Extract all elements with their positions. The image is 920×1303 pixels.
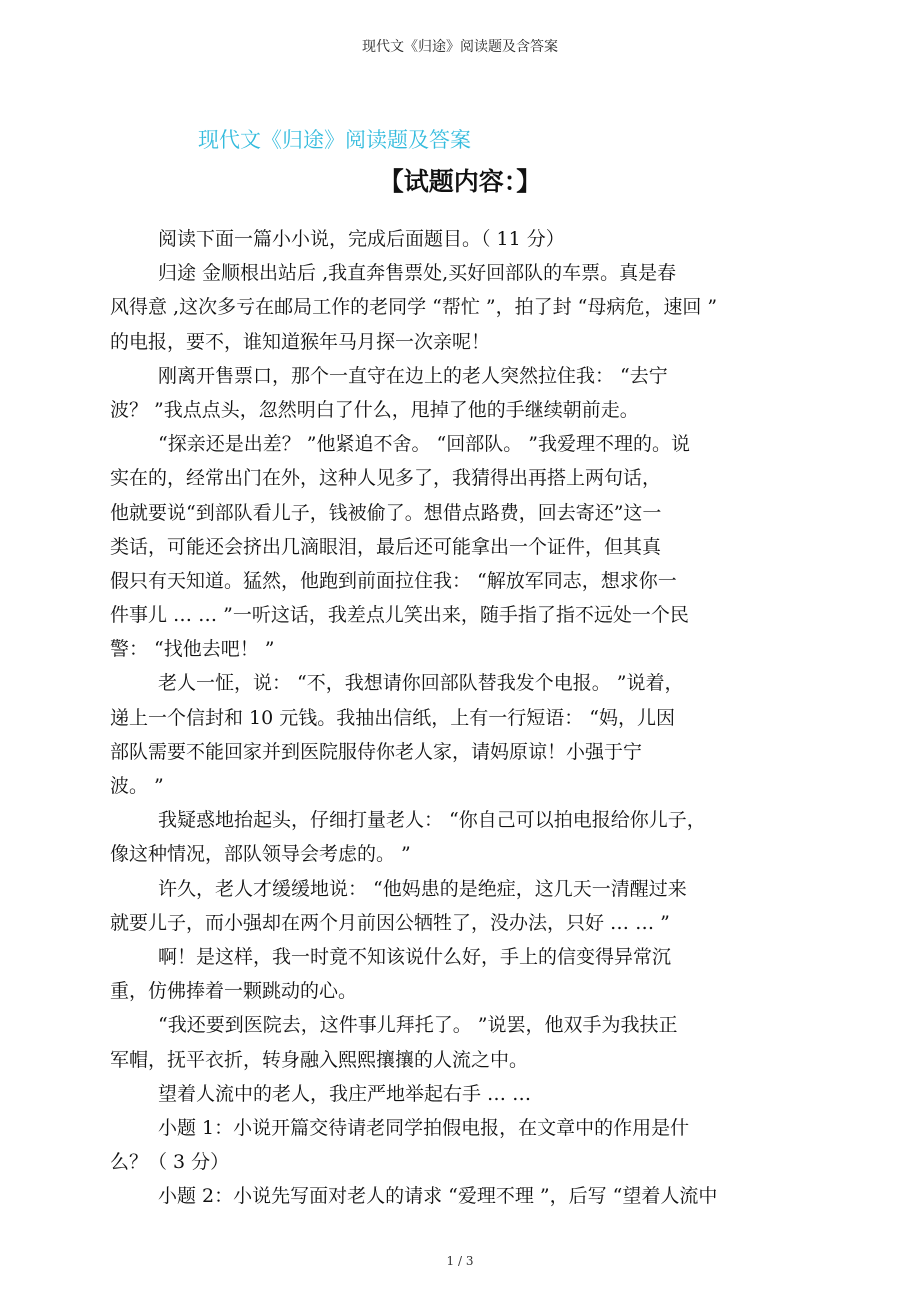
text-line: 递上一个信封和 10 元钱。我抽出信纸，上有一行短语： “妈，儿因 — [110, 706, 676, 729]
section-heading: 【试题内容：】 — [378, 167, 542, 196]
text-line: 件事儿 … … ”一听这话，我差点儿笑出来，随手指了指不远处一个民 — [110, 604, 689, 627]
document-title: 现代文《归途》阅读题及答案 — [198, 128, 471, 152]
text-line: 假只有天知道。猛然，他跑到前面拉住我： “解放军同志，想求你一 — [110, 569, 677, 592]
text-line: 军帽，抚平衣折，转身融入熙熙攘攘的人流之中。 — [110, 1048, 529, 1071]
text-line: 波。 ” — [110, 775, 164, 797]
text-line: 类话，可能还会挤出几滴眼泪，最后还可能拿出一个证件，但其真 — [110, 535, 662, 558]
page-number: 1 / 3 — [446, 1254, 474, 1268]
text-line: 的电报，要不，谁知道猴年马月探一次亲呢！ — [110, 330, 491, 353]
text-line: 望着人流中的老人，我庄严地举起右手 … … — [158, 1082, 532, 1105]
running-header: 现代文《归途》阅读题及含答案 — [362, 39, 558, 55]
text-line: 老人一怔，说： “不，我想请你回部队替我发个电报。 ”说着， — [158, 672, 684, 695]
text-line: 小题 2：小说先写面对老人的请求 “爱理不理 ”，后写 “望着人流中 — [158, 1185, 718, 1208]
text-line: 重，仿佛捧着一颗跳动的心。 — [110, 980, 358, 1003]
text-line: 许久，老人才缓缓地说： “他妈患的是绝症，这几天一清醒过来 — [158, 877, 687, 900]
text-line: 阅读下面一篇小小说，完成后面题目。（ 11 分） — [158, 228, 565, 250]
text-line: 我疑惑地抬起头，仔细打量老人： “你自己可以拍电报给你儿子， — [158, 809, 706, 832]
text-line: 警： “找他去吧！ ” — [110, 638, 275, 661]
text-line: 像这种情况，部队领导会考虑的。 ” — [110, 843, 411, 866]
text-line: 么？（ 3 分） — [110, 1151, 230, 1174]
text-line: 啊！是这样，我一时竟不知该说什么好，手上的信变得异常沉 — [158, 945, 672, 968]
text-line: 他就要说“到部队看儿子，钱被偷了。想借点路费，回去寄还”这一 — [110, 501, 662, 524]
text-line: 风得意 ,这次多亏在邮局工作的老同学 “帮忙 ”，拍了封 “母病危，速回 ” — [110, 296, 718, 319]
text-line: 部队需要不能回家并到医院服侍你老人家，请妈原谅！小强于宁 — [110, 740, 643, 763]
text-line: 波？ ”我点点头，忽然明白了什么，甩掉了他的手继续朝前走。 — [110, 398, 639, 421]
text-line: 小题 1：小说开篇交待请老同学拍假电报，在文章中的作用是什 — [158, 1116, 690, 1139]
text-line: “探亲还是出差？ ”他紧追不舍。 “回部队。 ”我爱理不理的。说 — [158, 433, 690, 456]
text-line: 刚离开售票口，那个一直守在边上的老人突然拉住我： “去宁 — [158, 364, 668, 387]
text-line: 就要儿子，而小强却在两个月前因公牺牲了，没办法，只好 … … ” — [110, 911, 670, 934]
text-line: 实在的，经常出门在外，这种人见多了，我猜得出再搭上两句话， — [110, 467, 662, 490]
text-line: “我还要到医院去，这件事儿拜托了。 ”说罢，他双手为我扶正 — [158, 1014, 678, 1037]
body-text — [110, 222, 840, 1213]
text-line: 归途 金顺根出站后 ,我直奔售票处,买好回部队的车票。真是春 — [158, 262, 677, 285]
